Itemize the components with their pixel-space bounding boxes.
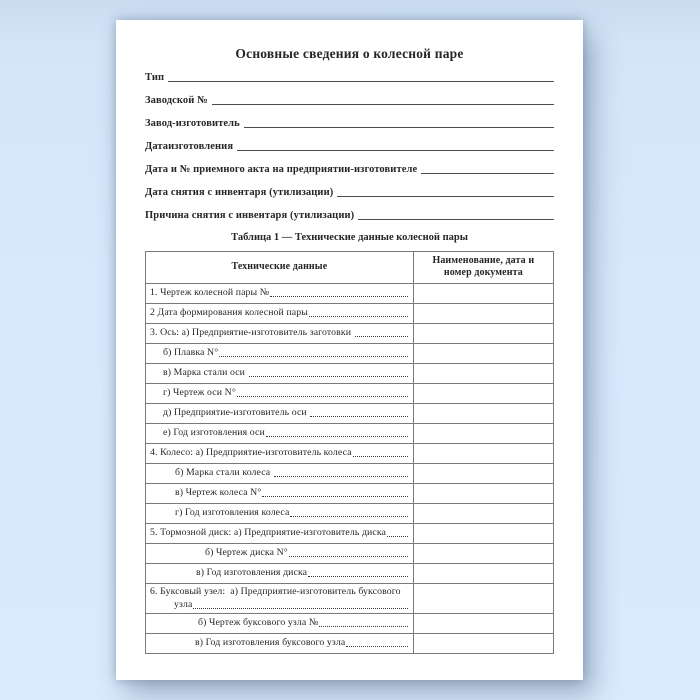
row-label: 3. Ось: а) Предприятие-изготовитель заготовки xyxy=(150,327,354,338)
fill-in-line xyxy=(421,173,554,174)
table-row xyxy=(146,443,554,463)
row-label: д) Предприятие-изготовитель оси xyxy=(163,407,310,418)
row-value-cell xyxy=(413,503,553,523)
row-value-cell xyxy=(413,633,553,653)
row-value-cell xyxy=(413,583,553,613)
row-label-cell xyxy=(146,523,414,543)
dotted-leader xyxy=(387,536,408,537)
document-page xyxy=(116,20,583,680)
row-value-cell xyxy=(413,463,553,483)
table-row xyxy=(146,283,554,303)
dotted-leader xyxy=(262,496,407,497)
fill-in-line xyxy=(337,196,554,197)
row-label: 2 Дата формирования колесной пары xyxy=(150,307,308,318)
table-row xyxy=(146,523,554,543)
header-document-info: Наименование, дата и номер документа xyxy=(413,251,553,283)
fill-in-line xyxy=(212,104,554,105)
dotted-leader xyxy=(355,336,408,337)
form-field xyxy=(145,135,554,158)
row-label: в) Год изготовления диска xyxy=(196,567,308,578)
row-label: 6. Буксовый узел: а) Предприятие-изготовитель буксового xyxy=(150,585,401,597)
dotted-leader xyxy=(270,296,407,297)
row-label: г) Год изготовления колеса xyxy=(175,507,290,518)
table-header-row xyxy=(146,251,554,283)
row-value-cell xyxy=(413,403,553,423)
table-row xyxy=(146,303,554,323)
row-label: б) Плавка N° xyxy=(163,347,219,358)
row-label-cell xyxy=(146,423,414,443)
row-value-cell xyxy=(413,383,553,403)
row-value-cell xyxy=(413,323,553,343)
row-label-cell xyxy=(146,303,414,323)
table-row xyxy=(146,633,554,653)
row-label-cell xyxy=(146,283,414,303)
dotted-leader xyxy=(308,576,408,577)
row-label-cell xyxy=(146,543,414,563)
row-label: б) Чертеж диска N° xyxy=(205,547,288,558)
dotted-leader xyxy=(249,376,408,377)
row-label-cell xyxy=(146,383,414,403)
row-value-cell xyxy=(413,483,553,503)
form-field xyxy=(145,66,554,89)
form-field xyxy=(145,158,554,181)
table-row xyxy=(146,343,554,363)
row-value-cell xyxy=(413,283,553,303)
row-label-continued: узла xyxy=(174,598,193,610)
table-row xyxy=(146,403,554,423)
row-label-cell xyxy=(146,463,414,483)
row-label: г) Чертеж оси N° xyxy=(163,387,236,398)
row-label: е) Год изготовления оси xyxy=(163,427,265,438)
table-row xyxy=(146,463,554,483)
table-row xyxy=(146,563,554,583)
row-label: б) Чертеж буксового узла № xyxy=(198,617,319,628)
row-label-cell xyxy=(146,363,414,383)
dotted-leader xyxy=(289,556,408,557)
table-row xyxy=(146,543,554,563)
technical-data-table xyxy=(145,251,554,654)
fill-in-line xyxy=(244,127,554,128)
document-title: Основные сведения о колесной паре xyxy=(235,46,464,61)
table-row xyxy=(146,483,554,503)
row-label: 5. Тормозной диск: а) Предприятие-изготовитель диска xyxy=(150,527,387,538)
row-value-cell xyxy=(413,363,553,383)
row-value-cell xyxy=(413,303,553,323)
table-row xyxy=(146,583,554,613)
row-label: в) Год изготовления буксового узла xyxy=(195,637,346,648)
row-label: в) Марка стали оси xyxy=(163,367,248,378)
dotted-leader xyxy=(266,436,408,437)
field-label: Дата и № приемного акта на предприятии-изготовителе xyxy=(145,164,418,175)
row-label-cell xyxy=(146,443,414,463)
dotted-leader xyxy=(290,516,407,517)
dotted-leader xyxy=(193,608,407,609)
row-label-cell xyxy=(146,343,414,363)
table-row xyxy=(146,363,554,383)
table-caption: Таблица 1 — Технические данные колесной пары xyxy=(231,232,468,243)
table-row xyxy=(146,613,554,633)
row-label-cell xyxy=(146,633,414,653)
row-label-cell xyxy=(146,403,414,423)
row-label-cell xyxy=(146,563,414,583)
row-label: 1. Чертеж колесной пары № xyxy=(150,287,270,298)
dotted-leader xyxy=(310,416,407,417)
row-label-cell xyxy=(146,613,414,633)
dotted-leader xyxy=(353,456,408,457)
row-label: 4. Колесо: а) Предприятие-изготовитель колеса xyxy=(150,447,352,458)
row-label: б) Марка стали колеса xyxy=(175,467,273,478)
fill-in-line xyxy=(358,219,554,220)
field-label: Дата снятия с инвентаря (утилизации) xyxy=(145,187,334,198)
row-value-cell xyxy=(413,613,553,633)
field-label: Завод-изготовитель xyxy=(145,118,240,129)
row-value-cell xyxy=(413,343,553,363)
row-value-cell xyxy=(413,443,553,463)
table-row xyxy=(146,503,554,523)
dotted-leader xyxy=(237,396,408,397)
row-value-cell xyxy=(413,423,553,443)
row-label-cell xyxy=(146,503,414,523)
fill-in-line xyxy=(237,150,554,151)
table-row xyxy=(146,323,554,343)
form-field xyxy=(145,204,554,227)
form-field xyxy=(145,89,554,112)
dotted-leader xyxy=(309,316,408,317)
dotted-leader xyxy=(219,356,407,357)
table-row xyxy=(146,423,554,443)
row-value-cell xyxy=(413,563,553,583)
row-label-cell xyxy=(146,323,414,343)
row-label: в) Чертеж колеса N° xyxy=(175,487,262,498)
field-label: Заводской № xyxy=(145,95,208,106)
field-label: Причина снятия с инвентаря (утилизации) xyxy=(145,210,355,221)
form-fields-section xyxy=(145,66,554,227)
row-value-cell xyxy=(413,543,553,563)
header-technical-data: Технические данные xyxy=(146,251,414,283)
fill-in-line xyxy=(168,81,554,82)
field-label: Датаизготовления xyxy=(145,141,234,152)
row-label-cell xyxy=(146,483,414,503)
field-label: Тип xyxy=(145,72,165,83)
row-value-cell xyxy=(413,523,553,543)
dotted-leader xyxy=(346,646,407,647)
form-field xyxy=(145,181,554,204)
dotted-leader xyxy=(319,626,407,627)
table-row xyxy=(146,383,554,403)
dotted-leader xyxy=(274,476,408,477)
row-label-cell xyxy=(146,583,414,613)
form-field xyxy=(145,112,554,135)
